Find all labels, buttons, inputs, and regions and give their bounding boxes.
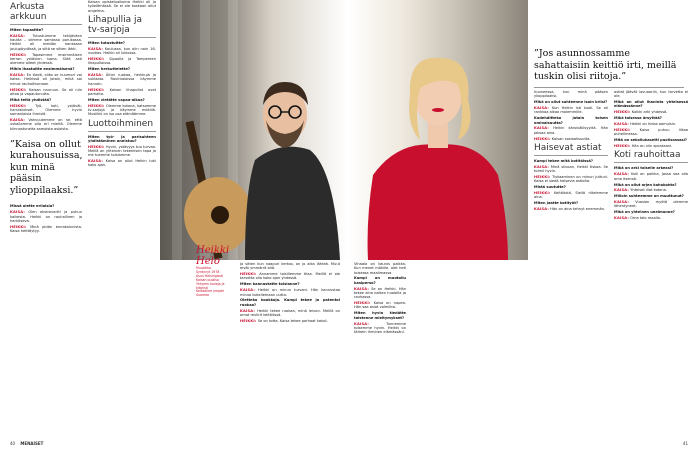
speaker-label: HEIKKI:	[10, 224, 27, 229]
answer: Heikin kärsivällisyyttä. Hän jaksaa aina.	[534, 126, 608, 135]
speaker-label: KAISA:	[88, 46, 103, 51]
caption-line: Syntynyt 1977	[410, 229, 434, 234]
answer: Hyvin, ystävyys tuo turvaa. Meillä on yhteinen tekemisen tapa ja me tuemme toisiamme.	[88, 144, 156, 158]
portrait-photo-heikki	[160, 0, 348, 260]
answer: Äitini ruokaa, herkkuja ja suklaata. Ravintoloissa käymme harvoin.	[88, 73, 156, 86]
answer: Sipoolla ja Tampereen lihapulloissa.	[88, 56, 156, 66]
answer: Heikki on minun turvani. Hän kannustaa minua kokeilemaan uutta.	[240, 288, 340, 297]
answer: Hän on niin spontaani.	[631, 144, 673, 149]
body-text: Vihaala on kaunis paikka. Kun menet mökille, olet heti toisessa maailmassa.	[354, 262, 406, 275]
page-number: 41	[682, 441, 688, 446]
answer: Se on Heikki. Hän tekee aina kaiken huolella ja rauhassa.	[354, 286, 406, 300]
speaker-label: KAISA:	[10, 33, 25, 38]
speaker-label: HEIKKI:	[240, 318, 257, 323]
speaker-label: HEIKKI:	[240, 272, 257, 277]
speaker-label: KAISA:	[614, 200, 629, 205]
speaker-label: HEIKKI:	[10, 87, 27, 92]
right-column-1	[354, 262, 406, 336]
speaker-label: KAISA:	[88, 73, 103, 78]
question: Miten vietätte vapaa-aikaa?	[88, 97, 145, 102]
pull-quote: ”Jos asunnossamme sahattaisiin keittiö irti, meillä tuskin olisi riitoja.”	[534, 48, 684, 88]
answer: Yhteiset illat kotona.	[630, 188, 667, 193]
right-page	[348, 0, 696, 450]
section-heading: Arkusta arkkuun	[10, 2, 82, 25]
answer: Vahvuutemme on se, että uskallamme olla eri mieltä. Olemme kiinnostuneita samoista asioista.	[10, 118, 82, 131]
caption-line: Näyttelijä	[410, 226, 426, 230]
page-number: 40	[10, 441, 16, 446]
caption-name: Kaisa Mattila	[410, 205, 447, 227]
answer: Se on totta. Kaisa tekee parhaat kakut.	[257, 318, 328, 323]
question: Mikä on ollut ihaninta yhteisessä elämässänne?	[614, 100, 688, 109]
answer: Tiskaaminen on minun juttuni. Kaisa ei siedä haisevia astioita.	[534, 175, 608, 184]
answer: Työ, koti, ystävät, harrastukset. Olemme hyvin samanlaisia ihmisiä.	[10, 103, 82, 117]
answer: Tutustuimme tekijäväen kautta – olimme samassa porukassa. Heikki oli meidän kanssaan joulupöydässä, ja siitä se sitten lähti.	[10, 33, 82, 51]
speaker-label: KAISA:	[354, 286, 369, 291]
question: Miten kannustatte toisianne?	[240, 282, 300, 287]
section-heading: Luottoihminen	[88, 119, 156, 132]
section-heading: Koti rauhoittaa	[614, 150, 688, 163]
answer: Tapasimme ensimmäisen kerran ystävien luona. Siitä asti olemme olleet yhdessä.	[10, 52, 82, 66]
left-column-3	[240, 262, 340, 325]
page-folio	[683, 441, 688, 446]
speaker-label: KAISA:	[614, 122, 629, 127]
speaker-label: KAISA:	[10, 210, 25, 215]
question: Oletteko kookkoja. Kumpi tekee ja patentoi ruokaa?	[240, 298, 340, 307]
section-heading: Lihapullia ja tv-sarjoja	[88, 15, 156, 38]
question: Mikä on ollut suhteenne isoin kriisi?	[534, 100, 608, 105]
speaker-label: KAISA:	[534, 207, 549, 212]
left-column-1	[10, 0, 82, 235]
speaker-label: KAISA:	[354, 321, 369, 326]
answer: Minä siivoan, Heikki tiskaa. Se toimii hyvin.	[534, 164, 608, 174]
speaker-label: HEIKKI:	[88, 144, 105, 149]
question: Mihin ihastuitte ensimmäisenä?	[10, 67, 75, 72]
answer: Annamme toisillemme tilaa. Meillä ei ole tarvetta olla koko ajan yhdessä.	[240, 272, 340, 281]
question: Missä olette erilaisia?	[10, 204, 55, 209]
question: Mitä on sekoilukasetti puolisossasi?	[614, 138, 687, 143]
question: Miten tapasitte?	[10, 28, 44, 32]
page-folio	[10, 441, 43, 446]
answer: Tunnemme toisemme hyvin. Heikki on tärkein ihminen elämässäni.	[354, 321, 406, 335]
question: Miten jaatte kotityöt?	[534, 201, 579, 206]
question: Miten hyvin tiedätte toistenne mieltymykset?	[354, 311, 406, 320]
speaker-label: HEIKKI:	[88, 103, 105, 108]
speaker-label: KAISA:	[10, 73, 25, 78]
speaker-label: KAISA:	[614, 172, 629, 177]
speaker-label: HEIKKI:	[88, 56, 105, 61]
answer: Hän on aina tehnyt enemmän.	[550, 207, 606, 212]
speaker-label: KAISA:	[10, 118, 25, 123]
left-column-2	[88, 0, 156, 169]
right-column-3	[614, 90, 688, 222]
answer: Kaisa on ollut Heikin tuki koko ajan.	[88, 159, 156, 168]
answer: Koti on paikka, jossa saa olla oma itsensä.	[614, 172, 688, 181]
answer: Kun Heikin isä kuoli. Se oli rankkaa aikaa molemmille.	[534, 106, 608, 115]
speaker-label: HEIKKI:	[534, 191, 551, 196]
answer: En tiedä, oliko se huumori vai katse. Heikissä oli jotain, mikä sai minut rauhoittumaan.	[10, 73, 82, 86]
question: Mikä teitä yhdistää?	[10, 97, 52, 102]
intro-text: Kaisan opiskeluaikoina Heikki oli jo työelämässä. Se ei ole koskaan ollut ongelma.	[88, 0, 156, 13]
answer: Oma talo maalla.	[630, 216, 662, 221]
speaker-label: KAISA:	[534, 106, 549, 111]
answer: Kaikki arki yhdessä.	[631, 110, 668, 115]
answer: Minä pidän ennakoinnista. Kaisa heittäytyy.	[10, 224, 82, 234]
pull-quote-box	[534, 40, 684, 96]
caption-line: Tunnettu tv-sarjoista	[410, 241, 443, 246]
question: Milloin suhteemme on muuttunut?	[614, 194, 684, 199]
answer: Kaisa puhuu liikaa puhelimessa.	[614, 128, 688, 137]
caption-line: Keikkailee ympäri Suomea	[196, 289, 225, 298]
answer: Kaisa on nopea. Hän saa asiat valmiiksi.	[354, 301, 406, 310]
question: Mikä on ollut arjen kohokohta?	[614, 182, 677, 187]
right-column-2	[534, 90, 608, 213]
body-text: huoneessa, kun minä pääsen ylioppilaaksi.	[534, 90, 608, 99]
body-text: Ja sitten kun naapuri kertoo, on jo aika lähteä. Muut eivät ymmärrä sitä.	[240, 262, 340, 271]
speaker-label: HEIKKI:	[614, 144, 631, 149]
speaker-label: KAISA:	[614, 188, 629, 193]
speaker-label: KAISA:	[88, 159, 103, 164]
answer: Vuosien myötä olemme lähentyneet.	[614, 200, 688, 209]
caption-line: Yhtyeen laulaja ja kitaristi	[196, 281, 225, 290]
caption-line: Muusikko	[196, 266, 211, 270]
question: Miten herkuttelette?	[88, 67, 130, 72]
answer: Heikki on hidas aamuisin.	[630, 122, 677, 127]
speaker-label: HEIKKI:	[10, 103, 27, 108]
caption-line: Syntynyt 1978	[196, 269, 220, 274]
answer: Kaisan lihapullat ovat parhaita.	[88, 87, 156, 96]
caption-line: Asuu Helsingissä	[196, 273, 223, 278]
question: Miten tutustuitte?	[88, 40, 125, 45]
question: Mikä on yhteinen unelmanne?	[614, 210, 675, 215]
answer: Heikki tekee ruokaa, minä leivon. Meillä on omat reviirit keittiössä.	[240, 308, 340, 317]
question: Mikä toisessa ärsyttää?	[614, 116, 662, 121]
caption-kaisa	[410, 205, 448, 250]
pull-quote: ”Kaisa on ollut kurahousuissa, kun minä pääsin ylioppilaaksi.”	[10, 138, 83, 196]
answer: Olen ekstrovertti ja puhun kaikesta. Heikki on rauhallinen ja harkitseva.	[10, 210, 82, 223]
speaker-label: HEIKKI:	[534, 175, 551, 180]
speaker-label: KAISA:	[614, 216, 629, 221]
answer: Kaisan sosiaalisuutta.	[551, 136, 591, 141]
answer: Olemme kotona, katsomme tv-sarjoja ja käymme mökillä. Musiikki on iso osa elämäämme.	[88, 103, 156, 117]
question: Kumpi tekee mitä kotitöissä?	[534, 158, 593, 163]
caption-line: Valmistunut teatterikorkeakoulusta	[410, 233, 446, 242]
question: Kumpi on muotoilu kasiperso?	[354, 276, 406, 285]
speaker-label: HEIKKI:	[534, 136, 551, 141]
portrait-illustration	[160, 0, 348, 260]
speaker-label: HEIKKI:	[614, 110, 631, 115]
question: Mistä suututte?	[534, 185, 566, 190]
caption-line: Heikin puoliso	[410, 245, 433, 250]
speaker-label: HEIKKI:	[10, 52, 27, 57]
speaker-label: KAISA:	[534, 126, 549, 131]
answer: Koulussa, kun olin noin 16-vuotias. Heikki oli lukiossa.	[88, 46, 156, 56]
speaker-label: KAISA:	[240, 288, 255, 293]
answer: Kaisan nauruun. Se oli niin aitoa ja vapautunutta.	[10, 87, 82, 96]
caption-name: Heikki Helo	[196, 245, 230, 267]
answer: Keittiöstä. Siellä riitelemme aina.	[534, 191, 608, 200]
caption-line: Kaisan puoliso	[196, 277, 219, 282]
question: Miten työ- ja parisuhteen yhdistäminen onnistuu?	[88, 134, 156, 143]
speaker-label: HEIKKI:	[354, 301, 371, 306]
speaker-label: HEIKKI:	[88, 87, 105, 92]
magazine-name: MENAISET	[20, 441, 44, 446]
section-heading: Haisevat astiat	[534, 143, 608, 156]
body-text: astiat jäävät lavuaariin, kun tarvetta ei ole.	[614, 90, 688, 99]
question: Kadehditteko jotain toisen ominaisuutta?	[534, 116, 608, 125]
speaker-label: HEIKKI:	[614, 128, 631, 133]
caption-heikki	[196, 245, 236, 298]
question: Mikä on arki toiselle arkeasi?	[614, 166, 674, 171]
speaker-label: KAISA:	[534, 164, 549, 169]
speaker-label: KAISA:	[240, 308, 255, 313]
